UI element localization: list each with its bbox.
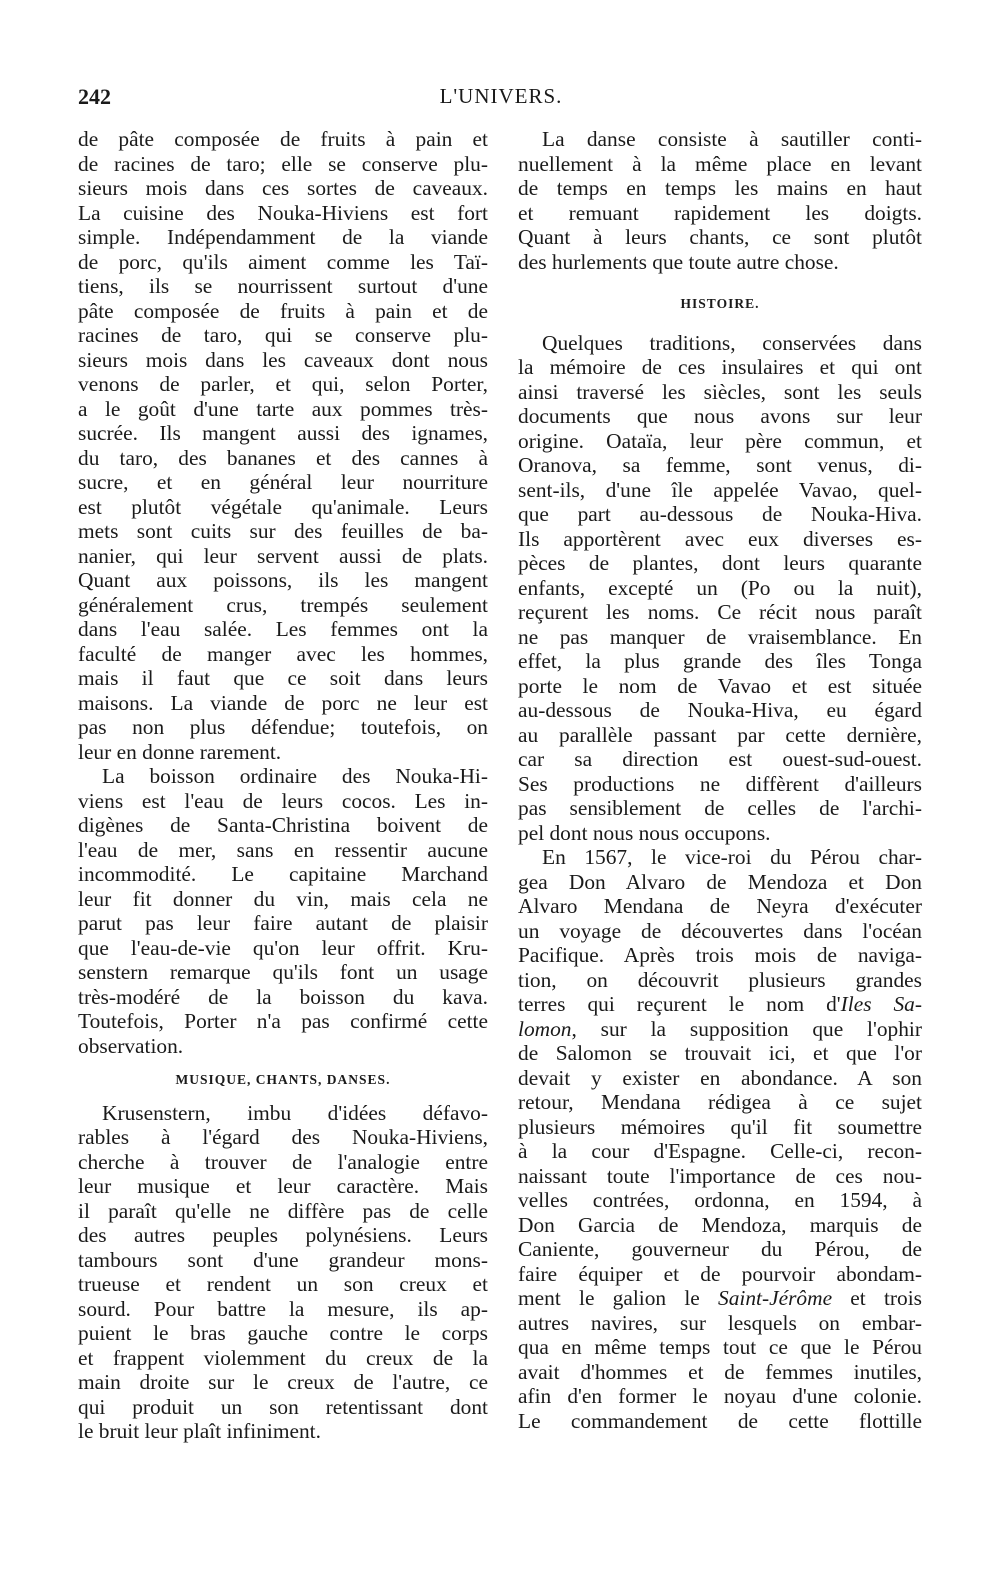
text-line: de temps en temps les mains en haut <box>518 176 922 200</box>
text-line <box>518 1017 922 1042</box>
paragraph-drink <box>78 764 488 1058</box>
text-line: En 1567, le vice-roi du Pérou char- <box>542 845 922 869</box>
text-line: mets sont cuits sur des feuilles de ba- <box>78 519 488 543</box>
paragraph-music <box>78 1101 488 1444</box>
text-line: pas non plus défendue; toutefois, on <box>78 715 488 739</box>
text-line: La boisson ordinaire des Nouka-Hi- <box>102 764 488 788</box>
text-line: de Salomon se trouvait ici, et que l'or <box>518 1041 922 1065</box>
text-line: viens est l'eau de leurs cocos. Les in- <box>78 788 488 813</box>
text-line: observation. <box>78 1033 184 1058</box>
text-line: faire équiper et de pourvoir abondam- <box>518 1261 922 1286</box>
text-line: cherche à trouver de l'analogie entre <box>78 1149 488 1174</box>
text-line: très-modéré de la boisson du kava. <box>78 984 488 1009</box>
text-line: autres navires, sur lesquels on embar- <box>518 1310 922 1335</box>
text-line: puient le bras gauche contre le corps <box>78 1321 488 1345</box>
text-line: dans l'eau salée. Les femmes ont la <box>78 617 488 641</box>
text-line: devait y exister en abondance. A son <box>518 1065 922 1090</box>
text-line: Quelques traditions, conservées dans <box>542 330 922 355</box>
text-line: porte le nom de Vavao et est située <box>518 673 922 698</box>
italic-ship-name: Saint-Jérôme <box>718 1286 833 1310</box>
text-line: reçurent les noms. Ce récit nous paraît <box>518 600 922 624</box>
text-line: avait d'hommes et de femmes inutiles, <box>518 1359 922 1384</box>
right-column <box>518 127 922 1433</box>
paragraph-food <box>78 127 488 764</box>
text-line <box>518 1286 922 1311</box>
text-line: Le commandement de cette flottille <box>518 1408 922 1433</box>
text-line: qua en même temps tout ce que le Pérou <box>518 1335 922 1359</box>
text-line: nuellement à la même place en levant <box>518 151 922 176</box>
text-line: La danse consiste à sautiller conti- <box>542 127 922 151</box>
text-line: de racines de taro; elle se conserve plu- <box>78 151 488 176</box>
text-line: pèces de plantes, dont leurs quarante <box>518 551 922 575</box>
text-line: que part au-dessous de Nouka-Hiva. <box>518 502 922 526</box>
text-run: ment le galion le <box>518 1286 719 1310</box>
paragraph-mendana <box>518 845 922 1433</box>
text-line: sent-ils, d'une île appelée Vavao, quel- <box>518 477 922 502</box>
text-line: faculté de manger avec les hommes, <box>78 641 488 666</box>
text-line: à la cour d'Espagne. Celle-ci, recon- <box>518 1139 922 1163</box>
text-line: sourd. Pour battre la mesure, ils ap- <box>78 1296 488 1321</box>
text-line: digènes de Santa-Christina boivent de <box>78 813 488 837</box>
text-line: de porc, qu'ils aiment comme les Taï- <box>78 249 488 274</box>
text-line: et frappent violemment du creux de la <box>78 1345 488 1370</box>
text-run: , sur la supposition que l'ophir <box>571 1016 922 1041</box>
text-line: le bruit leur plaît infiniment. <box>78 1419 321 1443</box>
text-line: senstern remarque qu'ils font un usage <box>78 960 488 984</box>
text-line: Oranova, sa femme, sont venus, di- <box>518 453 922 477</box>
text-line: naissant toute l'importance de ces nou- <box>518 1163 922 1188</box>
text-run: et trois <box>832 1286 922 1310</box>
text-line: gea Don Alvaro de Mendoza et Don <box>518 869 922 894</box>
text-line: main droite sur le creux de l'autre, ce <box>78 1370 488 1394</box>
section-heading-histoire: HISTOIRE. <box>680 296 760 311</box>
text-line: incommodité. Le capitaine Marchand <box>78 862 488 886</box>
text-line: trueuse et rendent un son creux et <box>78 1272 488 1296</box>
text-line: un voyage de découvertes dans l'océan <box>518 918 922 943</box>
text-line: origine. Oataïa, leur père commun, et <box>518 428 922 453</box>
running-title: L'UNIVERS. <box>439 84 563 108</box>
text-line: mais il faut que ce soit dans leurs <box>78 666 488 690</box>
text-line: sucre, et en général leur nourriture <box>78 470 488 494</box>
text-line: parut pas leur faire autant de plaisir <box>78 911 488 935</box>
text-line: Caniente, gouverneur du Pérou, de <box>518 1237 922 1261</box>
text-line: Don Garcia de Mendoza, marquis de <box>518 1212 922 1237</box>
text-line: pas sensiblement de celles de l'archi- <box>518 796 922 820</box>
text-line: est plutôt végétale qu'animale. Leurs <box>78 494 488 519</box>
text-line: il paraît qu'elle ne diffère pas de celle <box>78 1198 488 1223</box>
text-line: pâte composée de fruits à pain et de <box>78 298 488 323</box>
text-line: la mémoire de ces insulaires et qui ont <box>518 355 922 379</box>
left-column <box>78 127 488 1444</box>
section-heading-musique: MUSIQUE, CHANTS, DANSES. <box>175 1072 391 1087</box>
text-line: Ils apportèrent avec eux diverses es- <box>518 526 922 551</box>
text-line: afin d'en former le noyau d'une colonie. <box>518 1384 922 1408</box>
page-number: 242 <box>78 84 111 109</box>
text-line: sieurs mois dans les caveaux dont nous <box>78 347 488 372</box>
text-line: nanier, qui leur servent aussi de plats. <box>78 543 488 568</box>
text-line: au parallèle passant par cette dernière, <box>518 722 922 747</box>
text-line: Pacifique. Après trois mois de naviga- <box>518 943 922 967</box>
text-line: car sa direction est ouest-sud-ouest. <box>518 747 922 771</box>
text-line: généralement crus, trempés seulement <box>78 592 488 617</box>
text-line: que l'eau-de-vie qu'on leur offrit. Kru- <box>78 935 488 960</box>
text-line: Toutefois, Porter n'a pas confirmé cette <box>78 1009 488 1033</box>
text-line: Ses productions ne diffèrent d'ailleurs <box>518 771 922 796</box>
text-line: et remuant rapidement les doigts. <box>518 200 922 225</box>
text-line: racines de taro, qui se conserve plu- <box>78 323 488 347</box>
text-line: au-dessous de Nouka-Hiva, eu égard <box>518 698 922 722</box>
text-line: Quant aux poissons, ils les mangent <box>78 568 488 592</box>
text-line: Quant à leurs chants, ce sont plutôt <box>518 225 922 249</box>
text-line: tion, on découvrit plusieurs grandes <box>518 967 922 992</box>
text-line: tiens, ils se nourrissent surtout d'une <box>78 274 488 298</box>
text-line: sieurs mois dans ces sortes de caveaux. <box>78 176 488 200</box>
text-line: documents que nous avons sur leur <box>518 404 922 428</box>
text-line: maisons. La viande de porc ne leur est <box>78 690 488 715</box>
text-line: tambours sont d'une grandeur mons- <box>78 1247 488 1272</box>
text-line: enfants, excepté un (Po ou la nuit), <box>518 575 922 600</box>
text-run: terres qui reçurent le nom d' <box>518 992 841 1016</box>
text-line: sucrée. Ils mangent aussi des ignames, <box>78 421 488 445</box>
text-line: ainsi traversé les siècles, sont les seuls <box>518 379 922 404</box>
paragraph-dance <box>518 127 922 274</box>
text-line: pel dont nous nous occupons. <box>518 820 771 845</box>
text-line: a le goût d'une tarte aux pommes très- <box>78 396 488 421</box>
text-line: du taro, des bananes et des cannes à <box>78 445 488 470</box>
text-line: des hurlements que toute autre chose. <box>518 249 839 274</box>
text-line: de pâte composée de fruits à pain et <box>78 127 488 151</box>
text-line: retour, Mendana rédigea à ce sujet <box>518 1090 922 1114</box>
text-line: effet, la plus grande des îles Tonga <box>518 649 922 673</box>
text-line: leur musique et leur caractère. Mais <box>78 1174 488 1198</box>
text-line: leur fit donner du vin, mais cela ne <box>78 886 488 911</box>
text-line: rables à l'égard des Nouka-Hiviens, <box>78 1125 488 1149</box>
page-header <box>78 84 924 114</box>
italic-place-name: Iles Sa- <box>840 992 923 1016</box>
text-line: Krusenstern, imbu d'idées défavo- <box>102 1100 488 1125</box>
text-line: leur en donne rarement. <box>78 739 282 764</box>
paragraph-traditions <box>518 331 922 846</box>
text-line: qui produit un son retentissant dont <box>78 1394 488 1419</box>
text-line: La cuisine des Nouka-Hiviens est fort <box>78 200 488 225</box>
text-line: des autres peuples polynésiens. Leurs <box>78 1223 488 1247</box>
text-line: velles contrées, ordonna, en 1594, à <box>518 1188 922 1212</box>
text-line: Alvaro Mendana de Neyra d'exécuter <box>518 894 922 918</box>
text-line: ne pas manquer de vraisemblance. En <box>518 624 922 649</box>
text-line: venons de parler, et qui, selon Porter, <box>78 372 488 396</box>
text-line: simple. Indépendamment de la viande <box>78 225 488 249</box>
text-line: plusieurs mémoires qu'il fit soumettre <box>518 1114 922 1139</box>
italic-place-name: lomon <box>518 1016 572 1041</box>
text-line <box>518 992 922 1017</box>
text-line: l'eau de mer, sans en ressentir aucune <box>78 837 488 862</box>
